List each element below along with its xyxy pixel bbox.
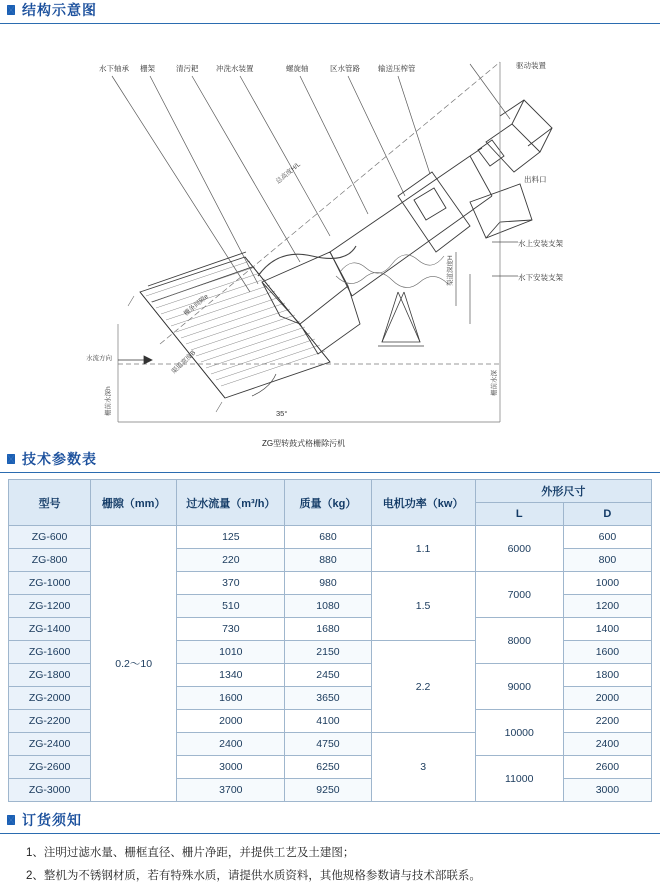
- th-power: 电机功率（kw）: [371, 480, 475, 526]
- diamond-bullet-icon: [7, 454, 15, 464]
- cell-mass: 9250: [285, 779, 371, 802]
- diagram-label-inner-2: 水流方向: [86, 355, 112, 362]
- notice-item: 2、整机为不锈钢材质，若有特殊水质，请提供水质资料，其他规格参数请与技术部联系。: [26, 870, 481, 882]
- section-heading-notice: [0, 810, 660, 830]
- diagram-label-inner-1: 渠道深度H: [447, 255, 454, 286]
- th-dim-l: L: [475, 503, 563, 526]
- cell-length: 11000: [475, 756, 563, 802]
- cell-diameter: 3000: [563, 779, 651, 802]
- cell-diameter: 1400: [563, 618, 651, 641]
- diagram-label-right-2: 水上安装支架: [518, 239, 563, 248]
- cell-model: ZG-3000: [9, 779, 91, 802]
- diagram-label-top-0: 水下轴承: [99, 64, 129, 73]
- cell-flow: 1600: [177, 687, 285, 710]
- th-gap: 栅隙（mm）: [91, 480, 177, 526]
- section-heading-diagram: [0, 0, 660, 20]
- cell-mass: 680: [285, 526, 371, 549]
- cell-flow: 1010: [177, 641, 285, 664]
- cell-diameter: 2000: [563, 687, 651, 710]
- diagram-label-right-3: 水下安装支架: [518, 273, 563, 282]
- notice-item: 1、注明过滤水量、栅框直径、栅片净距，并提供工艺及土建图；: [26, 847, 355, 859]
- cell-diameter: 1600: [563, 641, 651, 664]
- diagram-label-inner-4: 渠道宽度B: [170, 349, 198, 376]
- cell-length: 7000: [475, 572, 563, 618]
- cell-power: 3: [371, 733, 475, 802]
- diagram-label-top-3: 冲洗水装置: [216, 64, 254, 73]
- diamond-bullet-icon: [7, 5, 15, 15]
- diagram-label-top-4: 螺旋轴: [286, 64, 309, 73]
- cell-flow: 370: [177, 572, 285, 595]
- cell-model: ZG-1200: [9, 595, 91, 618]
- section-rule-table: [0, 472, 660, 473]
- spec-table-body: [9, 526, 652, 802]
- table-row: [9, 526, 652, 549]
- th-flow: 过水流量（m³/h）: [177, 480, 285, 526]
- cell-mass: 4100: [285, 710, 371, 733]
- cell-mass: 3650: [285, 687, 371, 710]
- cell-mass: 4750: [285, 733, 371, 756]
- cell-mass: 1080: [285, 595, 371, 618]
- notice-list: [0, 834, 660, 884]
- diagram-label-inner-5: 栅前水深: [491, 370, 498, 396]
- cell-diameter: 2400: [563, 733, 651, 756]
- cell-diameter: 1000: [563, 572, 651, 595]
- cell-model: ZG-2600: [9, 756, 91, 779]
- th-dims: 外形尺寸: [475, 480, 651, 503]
- cell-diameter: 1200: [563, 595, 651, 618]
- cell-diameter: 2200: [563, 710, 651, 733]
- cell-model: ZG-1000: [9, 572, 91, 595]
- cell-diameter: 1800: [563, 664, 651, 687]
- cell-power: 1.1: [371, 526, 475, 572]
- cell-power: 1.5: [371, 572, 475, 641]
- diagram-label-top-1: 栅架: [140, 64, 155, 73]
- cell-model: ZG-2000: [9, 687, 91, 710]
- diagram-label-top-6: 输送压榨管: [378, 64, 416, 73]
- cell-mass: 2150: [285, 641, 371, 664]
- cell-diameter: 800: [563, 549, 651, 572]
- structural-diagram: [0, 24, 660, 449]
- cell-diameter: 2600: [563, 756, 651, 779]
- th-dim-d: D: [563, 503, 651, 526]
- cell-mass: 6250: [285, 756, 371, 779]
- section-heading-table: [0, 449, 660, 469]
- cell-model: ZG-2200: [9, 710, 91, 733]
- table-header-row: [9, 480, 652, 503]
- cell-mass: 2450: [285, 664, 371, 687]
- cell-mass: 980: [285, 572, 371, 595]
- cell-length: 6000: [475, 526, 563, 572]
- cell-diameter: 600: [563, 526, 651, 549]
- diagram-label-inner-3: 栅前水深h: [105, 386, 112, 416]
- cell-length: 10000: [475, 710, 563, 756]
- diagram-label-gap: 栅条间隙e: [182, 293, 210, 318]
- cell-model: ZG-1800: [9, 664, 91, 687]
- cell-length: 8000: [475, 618, 563, 664]
- section-title-notice: 订货须知: [22, 812, 82, 828]
- cell-flow: 220: [177, 549, 285, 572]
- diamond-bullet-icon: [7, 815, 15, 825]
- cell-flow: 125: [177, 526, 285, 549]
- section-notice: [0, 810, 660, 884]
- cell-mass: 1680: [285, 618, 371, 641]
- section-table: [0, 449, 660, 802]
- cell-model: ZG-600: [9, 526, 91, 549]
- diagram-label-right-1: 出料口: [524, 175, 547, 184]
- cell-flow: 3700: [177, 779, 285, 802]
- th-model: 型号: [9, 480, 91, 526]
- cell-flow: 510: [177, 595, 285, 618]
- cell-gap: 0.2～10: [91, 526, 177, 802]
- cell-power: 2.2: [371, 641, 475, 733]
- cell-length: 9000: [475, 664, 563, 710]
- cell-flow: 1340: [177, 664, 285, 687]
- section-title-diagram: 结构示意图: [22, 2, 97, 18]
- cell-mass: 880: [285, 549, 371, 572]
- diagram-label-right-0: 驱动装置: [516, 61, 546, 70]
- cell-model: ZG-2400: [9, 733, 91, 756]
- section-title-table: 技术参数表: [22, 451, 97, 467]
- cell-flow: 2000: [177, 710, 285, 733]
- cell-flow: 2400: [177, 733, 285, 756]
- diagram-label-inner-0: 总高度H/L: [274, 161, 302, 186]
- cell-model: ZG-800: [9, 549, 91, 572]
- diagram-label-top-5: 区水管路: [330, 64, 360, 73]
- diagram-label-top-2: 清污耙: [176, 64, 199, 73]
- cell-model: ZG-1400: [9, 618, 91, 641]
- cell-flow: 730: [177, 618, 285, 641]
- cell-model: ZG-1600: [9, 641, 91, 664]
- spec-table: [8, 479, 652, 802]
- cell-flow: 3000: [177, 756, 285, 779]
- th-mass: 质量（kg）: [285, 480, 371, 526]
- diagram-angle-label: 35°: [276, 409, 288, 418]
- diagram-caption: ZG型转鼓式格栅除污机: [262, 439, 346, 448]
